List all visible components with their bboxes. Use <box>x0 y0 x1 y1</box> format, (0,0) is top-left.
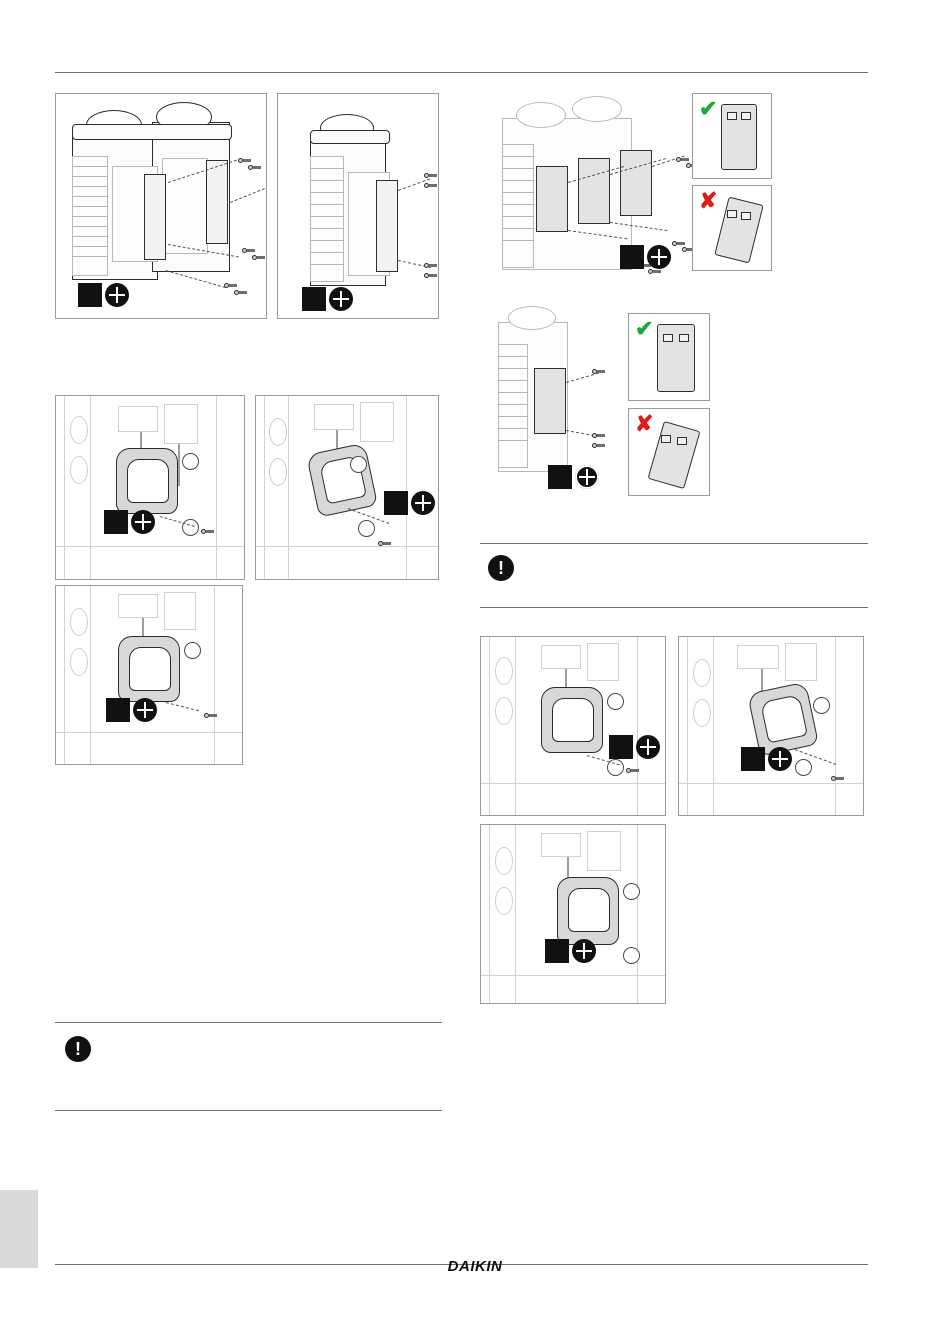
panel-incorrect <box>714 197 763 264</box>
screw-icon <box>248 164 261 171</box>
louver-line <box>498 440 528 441</box>
panel-to-fit-1 <box>536 166 568 232</box>
internal-component <box>737 645 779 669</box>
screw-icon <box>242 247 255 254</box>
screw-icon <box>831 775 844 782</box>
screwdriver-tool-icon <box>620 245 671 269</box>
screwdriver-tool-icon <box>609 735 660 759</box>
louver-line <box>72 196 108 197</box>
port-hole <box>70 456 88 484</box>
callout-marker <box>813 697 830 714</box>
louver-line <box>72 236 108 237</box>
louver-line <box>498 428 528 429</box>
panel-correct-slot <box>741 112 751 120</box>
port-hole <box>693 659 711 687</box>
service-cover-cutout <box>568 888 610 932</box>
callout-marker <box>184 642 201 659</box>
louver-line <box>72 166 108 167</box>
screwdriver-tool-icon <box>78 283 129 307</box>
louver-line <box>502 180 534 181</box>
callout-marker <box>607 693 624 710</box>
pipe <box>178 444 180 486</box>
frame-edge <box>637 825 638 1004</box>
note-top-rule <box>480 543 868 544</box>
louver-line <box>498 380 528 381</box>
internal-component <box>314 404 354 430</box>
louver-line <box>72 256 108 257</box>
louver-line <box>502 156 534 157</box>
figure-single-module-front-panel-removal <box>277 93 439 319</box>
brand-logo: DAIKIN <box>447 1258 503 1275</box>
figure-interior-cover-removal-left <box>55 395 245 580</box>
unit-top-deck <box>72 124 232 140</box>
frame-edge <box>90 586 91 765</box>
louver-line <box>502 204 534 205</box>
attention-icon: ! <box>488 555 514 581</box>
frame-edge <box>256 546 439 547</box>
screw-icon <box>424 272 437 279</box>
screwdriver-tool-icon <box>106 698 157 722</box>
note-right <box>480 543 868 615</box>
frame-edge <box>481 975 666 976</box>
frame-edge <box>406 396 407 580</box>
fan-grille-1 <box>516 102 566 128</box>
frame-edge <box>216 396 217 580</box>
callout-marker <box>350 456 367 473</box>
louver-line <box>72 216 108 217</box>
unit-louver-panel <box>502 144 534 268</box>
port-hole <box>70 416 88 444</box>
internal-component <box>164 404 198 444</box>
callout-marker <box>623 883 640 900</box>
screw-icon <box>234 289 247 296</box>
louver-line <box>72 206 108 207</box>
internal-component <box>541 645 581 669</box>
screw-icon <box>378 540 391 547</box>
frame-edge <box>264 396 265 580</box>
screw-icon <box>592 368 605 375</box>
louver-line <box>310 216 344 217</box>
louver-line <box>310 240 344 241</box>
frame-edge <box>515 637 516 816</box>
callout-marker <box>182 519 199 536</box>
port-hole <box>495 847 513 875</box>
louver-line <box>498 392 528 393</box>
service-cover <box>118 636 180 702</box>
louver-line <box>502 240 534 241</box>
service-compartment-2 <box>162 158 208 254</box>
service-cover-cutout <box>127 459 169 503</box>
frame-edge <box>64 586 65 765</box>
panel-incorrect-slot <box>741 212 751 220</box>
internal-component <box>360 402 394 442</box>
note-bottom-rule <box>55 1110 442 1111</box>
frame-edge <box>64 396 65 580</box>
frame-edge <box>713 637 714 816</box>
panel-to-fit-2 <box>578 158 610 224</box>
fan-grille <box>508 306 556 330</box>
note-bottom-rule <box>480 607 868 608</box>
louver-line <box>502 216 534 217</box>
frame-edge <box>489 637 490 816</box>
louver-line <box>72 226 108 227</box>
service-cover <box>557 877 619 945</box>
louver-line <box>72 246 108 247</box>
louver-line <box>502 228 534 229</box>
louver-line <box>310 252 344 253</box>
frame-edge <box>489 825 490 1004</box>
port-hole <box>495 887 513 915</box>
panel-incorrect <box>647 421 700 489</box>
louver-line <box>502 168 534 169</box>
frame-edge <box>90 396 91 580</box>
service-cover-cutout <box>760 694 808 743</box>
screwdriver-tool-icon <box>548 465 599 489</box>
unit-top-deck <box>310 130 390 144</box>
frame-edge <box>288 396 289 580</box>
unit-louver-panel <box>498 344 528 468</box>
screw-icon <box>238 157 251 164</box>
figure-interior-cover-refit-center <box>480 824 666 1004</box>
service-cover <box>116 448 178 514</box>
callout-marker <box>358 520 375 537</box>
cross-icon: ✘ <box>699 188 718 213</box>
service-cover <box>747 681 819 756</box>
frame-edge <box>835 637 836 816</box>
outdoor-unit-single <box>278 94 438 318</box>
figure-interior-cover-removal-center <box>55 585 243 765</box>
port-hole <box>70 648 88 676</box>
front-panel-removed-2 <box>206 160 228 244</box>
panel-incorrect-slot <box>661 435 671 443</box>
screwdriver-tool-icon <box>545 939 596 963</box>
service-cover-cutout <box>129 647 171 691</box>
panel-incorrect-slot <box>727 210 737 218</box>
inset-correct-panel-orientation <box>692 93 772 179</box>
internal-component <box>587 643 619 681</box>
header-rule <box>55 72 868 73</box>
frame-edge <box>687 637 688 816</box>
service-cover <box>541 687 603 753</box>
louver-line <box>502 192 534 193</box>
internal-component <box>118 594 158 618</box>
service-cover-cutout <box>552 698 594 742</box>
internal-component <box>587 831 621 871</box>
screw-icon <box>648 268 661 275</box>
figure-interior-cover-refit-right <box>678 636 864 816</box>
louver-line <box>498 404 528 405</box>
screwdriver-tool-icon <box>104 510 155 534</box>
attention-icon: ! <box>65 1036 91 1062</box>
port-hole <box>495 697 513 725</box>
screw-icon <box>592 432 605 439</box>
check-icon: ✔ <box>635 316 654 341</box>
louver-line <box>72 186 108 187</box>
port-hole <box>693 699 711 727</box>
screwdriver-tool-icon <box>384 491 435 515</box>
louver-line <box>310 192 344 193</box>
internal-component <box>118 406 158 432</box>
panel-correct-slot <box>663 334 673 342</box>
panel-correct-slot <box>679 334 689 342</box>
frame-edge <box>214 586 215 765</box>
screw-icon <box>424 182 437 189</box>
port-hole <box>495 657 513 685</box>
frame-edge <box>679 783 864 784</box>
frame-edge <box>56 732 243 733</box>
figure-double-module-front-panel-removal <box>55 93 267 319</box>
check-icon: ✔ <box>699 96 718 121</box>
screw-icon <box>224 282 237 289</box>
louver-line <box>498 416 528 417</box>
screw-icon <box>204 712 217 719</box>
note-left <box>55 1022 442 1118</box>
louver-line <box>72 176 108 177</box>
panel-to-fit <box>534 368 566 434</box>
page-tab-marker <box>0 1190 38 1268</box>
frame-edge <box>515 825 516 1004</box>
louver-line <box>498 356 528 357</box>
callout-marker <box>795 759 812 776</box>
screw-icon <box>252 254 265 261</box>
louver-line <box>498 368 528 369</box>
leader-line <box>230 186 267 203</box>
callout-marker <box>182 453 199 470</box>
note-top-rule <box>55 1022 442 1023</box>
screw-icon <box>592 442 605 449</box>
screw-icon <box>424 172 437 179</box>
inset-correct-panel-orientation-2 <box>628 313 710 401</box>
inset-incorrect-panel-orientation-2 <box>628 408 710 496</box>
callout-marker <box>623 947 640 964</box>
internal-component <box>164 592 196 630</box>
figure-interior-cover-removal-right <box>255 395 439 580</box>
leader-line <box>166 270 226 288</box>
screwdriver-tool-icon <box>741 747 792 771</box>
screw-icon <box>626 767 639 774</box>
fan-grille-2 <box>572 96 622 122</box>
frame-edge <box>481 783 666 784</box>
frame-edge <box>637 637 638 816</box>
front-panel-removed <box>376 180 398 272</box>
internal-component <box>541 833 581 857</box>
service-cover <box>306 442 378 517</box>
cross-icon: ✘ <box>635 411 654 436</box>
screw-icon <box>424 262 437 269</box>
port-hole <box>269 418 287 446</box>
screw-icon <box>201 528 214 535</box>
port-hole <box>70 608 88 636</box>
panel-to-fit-3 <box>620 150 652 216</box>
inset-incorrect-panel-orientation <box>692 185 772 271</box>
screwdriver-tool-icon <box>302 287 353 311</box>
louver-line <box>310 168 344 169</box>
figure-interior-cover-refit-left <box>480 636 666 816</box>
louver-line <box>310 204 344 205</box>
panel-correct-slot <box>727 112 737 120</box>
internal-component <box>785 643 817 681</box>
panel-incorrect-slot <box>677 437 687 445</box>
front-panel-removed-1 <box>144 174 166 260</box>
louver-line <box>310 264 344 265</box>
frame-edge <box>56 546 245 547</box>
louver-line <box>310 228 344 229</box>
port-hole <box>269 458 287 486</box>
louver-line <box>310 180 344 181</box>
